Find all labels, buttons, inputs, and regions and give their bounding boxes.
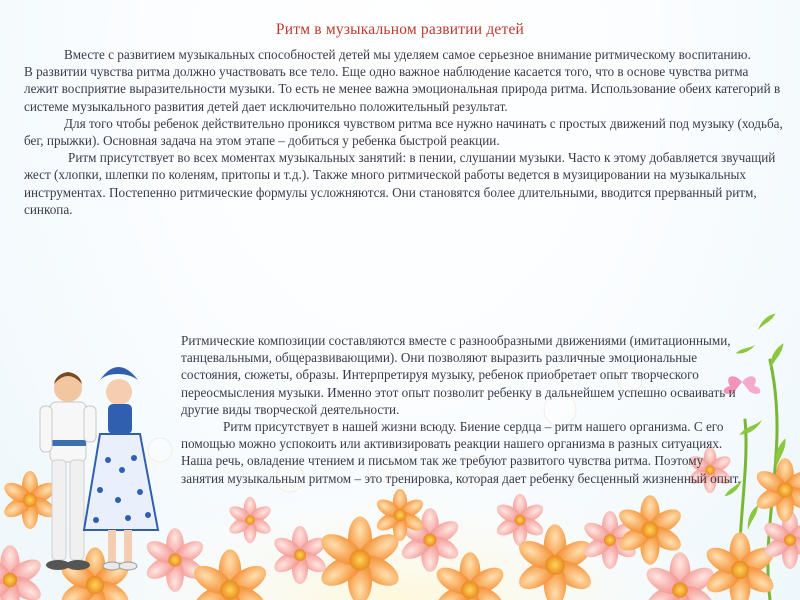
page-title: Ритм в музыкальном развитии детей bbox=[275, 21, 525, 38]
girl-figure bbox=[84, 367, 158, 570]
paragraph-rhythmic-compositions: Ритмические композиции составляются вместе с разнообразными движениями (имитационными, танцевальными, общеразвивающими). Они позволяют выразить различные эмоциональные состояния, сюжеты, образы. Интерпретируя музыку, ребенок приобретает опыт творческого переосмысления музыки. Именно этот опыт позволит ребенку в дальнейшем успешно осваивать и другие виды творческой деятельности. bbox=[181, 333, 736, 417]
paragraph-rhythm-in-lessons: Ритм присутствует во всех моментах музыкальных занятий: в пении, слушании музыки. Часто к этому добавляется звучащий жест (хлопки, шлепки по коленям, притопы и т.д.). Также много ритмической работы ведется в музицировании на музыкальных инструментах. Постепенно ритмические формулы усложняются. Они становятся более длительными, вводится прерванный ритм, синкопа. bbox=[24, 150, 776, 217]
paragraph-body-rhythm: В развитии чувства ритма должно участвовать все тело. Еще одно важное наблюдение касается того, что в основе чувства ритма лежит восприятие выразительности музыки. То есть не менее важна эмоциональная природа ритма. Использование обеих категорий в системе музыкального развития детей дает исключительно положительный результат. bbox=[24, 64, 781, 114]
boy-figure bbox=[40, 372, 96, 570]
paragraph-simple-movements: Для того чтобы ребенок действительно проникся чувством ритма все нужно начинать с простых движений под музыку (ходьба, бег, прыжки). Основная задача на этом этапе – добиться у ребенка быстрой реакции. bbox=[24, 115, 783, 149]
dancing-children-illustration bbox=[0, 360, 190, 600]
bottom-text-block bbox=[181, 332, 749, 487]
paragraph-intro: Вместе с развитием музыкальных способностей детей мы уделяем самое серьезное внимание ритмическому воспитанию. bbox=[64, 47, 751, 62]
paragraph-rhythm-in-life: Ритм присутствует в нашей жизни всюду. Биение сердца – ритм нашего организма. С его помощью можно успокоить или активизировать реакции нашего организма в разных ситуациях. Наша речь, овладение чтением и письмом так же требуют развитого чувства ритма. Поэтому занятия музыкальным ритмом – это тренировка, которая дает ребенку бесценный жизненный опыт. bbox=[181, 419, 741, 486]
top-text-block bbox=[24, 46, 784, 218]
